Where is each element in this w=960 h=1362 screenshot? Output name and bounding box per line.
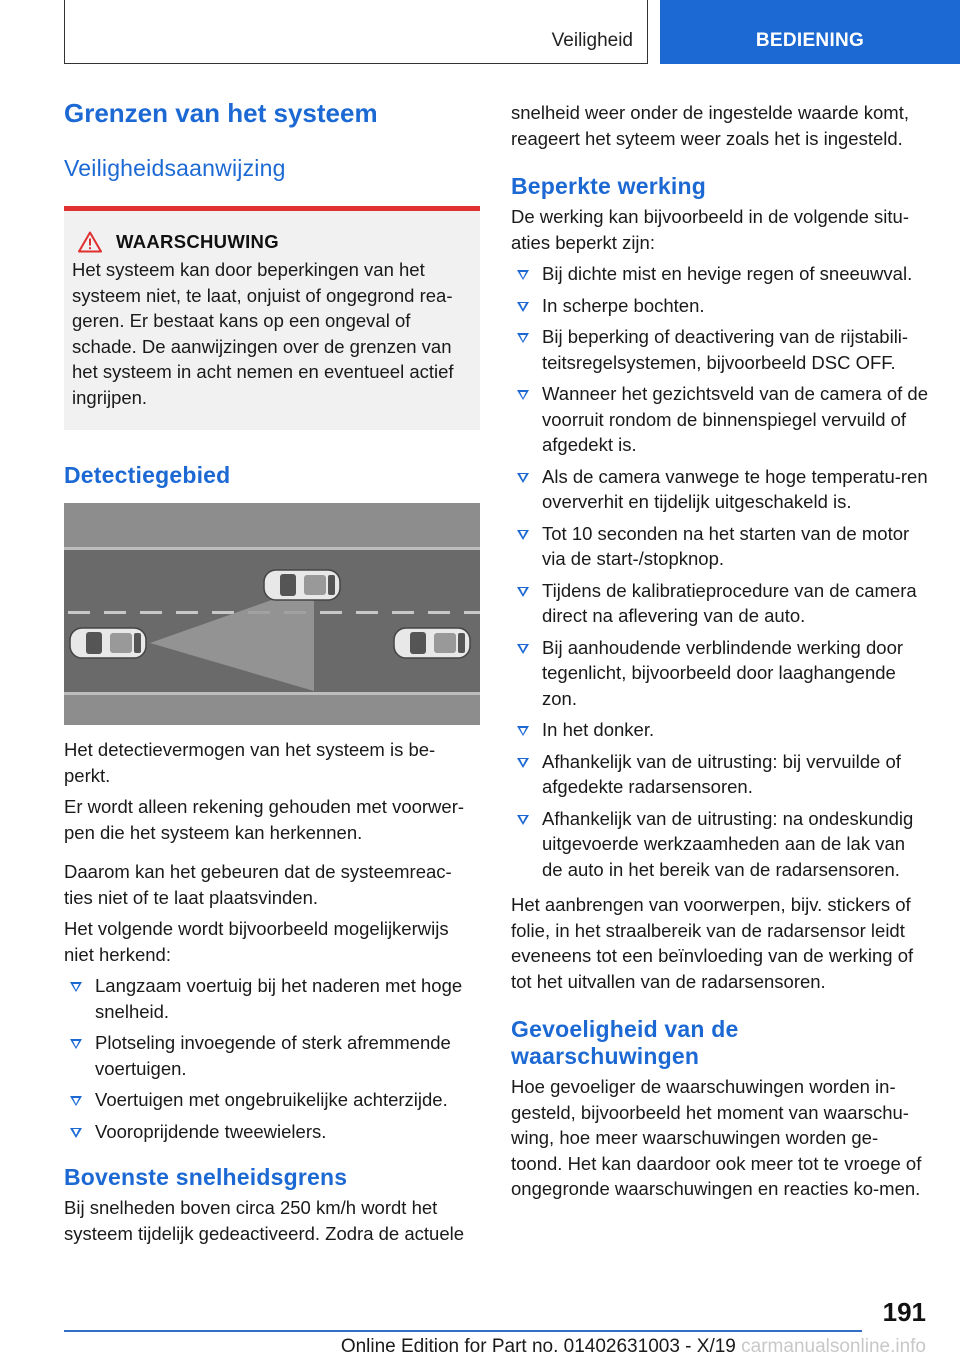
detection-para-1: Het detectievermogen van het systeem is be-perkt.: [64, 739, 436, 786]
list-item: Als de camera vanwege te hoge temperatu-ren oververhit en tijdelijk uitgeschakeld is.: [511, 464, 929, 515]
detection-para-4: Het volgende wordt bijvoorbeeld mogelijkerwijs niet herkend:: [64, 918, 449, 965]
speed-continued-para: snelheid weer onder de ingestelde waarde komt, reageert het syteem weer zoals het is ingesteld.: [511, 102, 909, 149]
list-item: Tot 10 seconden na het starten van de motor via de start-/stopknop.: [511, 521, 929, 572]
bullet-triangle-icon: [517, 587, 529, 597]
page-number: 191: [882, 1297, 926, 1327]
warning-triangle-icon: [78, 231, 102, 253]
detection-para-3: Daarom kan het gebeuren dat de systeemreac-ties niet of te laat plaatsvinden.: [64, 861, 452, 908]
footer-edition-text: Online Edition for Part no. 01402631003 - X/19: [340, 1336, 736, 1357]
car-top-left: [264, 570, 340, 600]
list-item: In scherpe bochten.: [511, 293, 929, 319]
list-item: Wanneer het gezichtsveld van de camera of de voorruit rondom de binnenspiegel vervuild of afgedekt is.: [511, 381, 929, 458]
sensitivity-para: Hoe gevoeliger de waarschuwingen worden in-gesteld, bijvoorbeeld het moment van waarschu-wing, hoe meer waarschuwingen worden ge-toond. Het kan daardoor ook meer tot te vroege of ongegronde waarschuwingen en reacties ko-men.: [511, 1076, 922, 1199]
bullet-triangle-icon: [517, 302, 529, 312]
car-ahead: [394, 628, 470, 658]
warning-text: Het systeem kan door beperkingen van het systeem niet, te laat, onjuist of ongegrond rea-geren. Er bestaat kans op een ongeval of schade. De aanwijzingen over de grenzen van het systeem in acht nemen en eventueel actief ingrijpen.: [72, 259, 454, 408]
bullet-triangle-icon: [517, 758, 529, 768]
limited-conditions-list: [511, 261, 929, 882]
speed-limit-para: Bij snelheden boven circa 250 km/h wordt het systeem tijdelijk gedeactiveerd. Zodra de actuele: [64, 1197, 465, 1244]
limited-intro-para: De werking kan bijvoorbeeld in de volgende situ-aties beperkt zijn:: [511, 206, 909, 253]
warning-box: [64, 206, 480, 430]
list-item: Afhankelijk van de uitrusting: na ondeskundig uitgevoerde werkzaamheden aan de lak van de auto in het bereik van de radarsensoren.: [511, 806, 929, 883]
right-column: [511, 100, 929, 1208]
bullet-triangle-icon: [517, 530, 529, 540]
list-item: Afhankelijk van de uitrusting: bij vervuilde of afgedekte radarsensoren.: [511, 749, 929, 800]
bullet-triangle-icon: [70, 1128, 82, 1138]
not-detected-list: [64, 973, 480, 1144]
list-item: Bij beperking of deactivering van de rijstabili-teitsregelsystemen, bijvoorbeeld DSC OFF.: [511, 324, 929, 375]
list-item: Voertuigen met ongebruikelijke achterzijde.: [64, 1087, 480, 1113]
header-chapter-label: BEDIENING: [755, 30, 865, 51]
bullet-triangle-icon: [517, 815, 529, 825]
list-item: Bij dichte mist en hevige regen of sneeuwval.: [511, 261, 929, 287]
detection-area-illustration: [64, 503, 480, 725]
header-section-title: Veiligheid: [551, 30, 633, 51]
list-item: Tijdens de kalibratieprocedure van de camera direct na aflevering van de auto.: [511, 578, 929, 629]
footer-watermark: carmanualsonline.info: [741, 1336, 926, 1357]
detection-para-2: Er wordt alleen rekening gehouden met voorwer-pen die het systeem kan herkennen.: [64, 796, 465, 843]
header-section-box: [64, 0, 648, 64]
bullet-triangle-icon: [517, 270, 529, 280]
list-item: Langzaam voertuig bij het naderen met hoge snelheid.: [64, 973, 480, 1024]
list-item: Vooroprijdende tweewielers.: [64, 1119, 480, 1145]
left-column: [64, 98, 480, 1252]
bullet-triangle-icon: [517, 390, 529, 400]
heading-safety: Veiligheidsaanwijzing: [64, 155, 286, 181]
heading-speed-limit: Bovenste snelheidsgrens: [64, 1164, 348, 1190]
page-title: Grenzen van het systeem: [64, 98, 378, 128]
heading-detection-area: Detectiegebied: [64, 462, 231, 488]
warning-title: WAARSCHUWING: [116, 231, 279, 252]
bullet-triangle-icon: [70, 1096, 82, 1106]
list-item: Plotseling invoegende of sterk afremmende voertuigen.: [64, 1030, 480, 1081]
bullet-triangle-icon: [517, 473, 529, 483]
list-item: In het donker.: [511, 717, 929, 743]
footer-edition: [64, 1336, 926, 1358]
bullet-triangle-icon: [517, 644, 529, 654]
header-chapter-tab: [660, 0, 960, 64]
bullet-triangle-icon: [517, 333, 529, 343]
stickers-para: Het aanbrengen van voorwerpen, bijv. stickers of folie, in het straalbereik van de radarsensor leidt eveneens tot een beïnvloeding van de werking of tot het uitvallen van de radarsensoren.: [511, 894, 914, 992]
heading-limited-operation: Beperkte werking: [511, 173, 706, 199]
footer-divider: [64, 1330, 862, 1332]
bullet-triangle-icon: [70, 982, 82, 992]
bullet-triangle-icon: [70, 1039, 82, 1049]
heading-warning-sensitivity: Gevoeligheid van de waarschuwingen: [511, 1016, 739, 1069]
car-own: [70, 628, 146, 658]
bullet-triangle-icon: [517, 726, 529, 736]
list-item: Bij aanhoudende verblindende werking door tegenlicht, bijvoorbeeld door laaghangende zon.: [511, 635, 929, 712]
